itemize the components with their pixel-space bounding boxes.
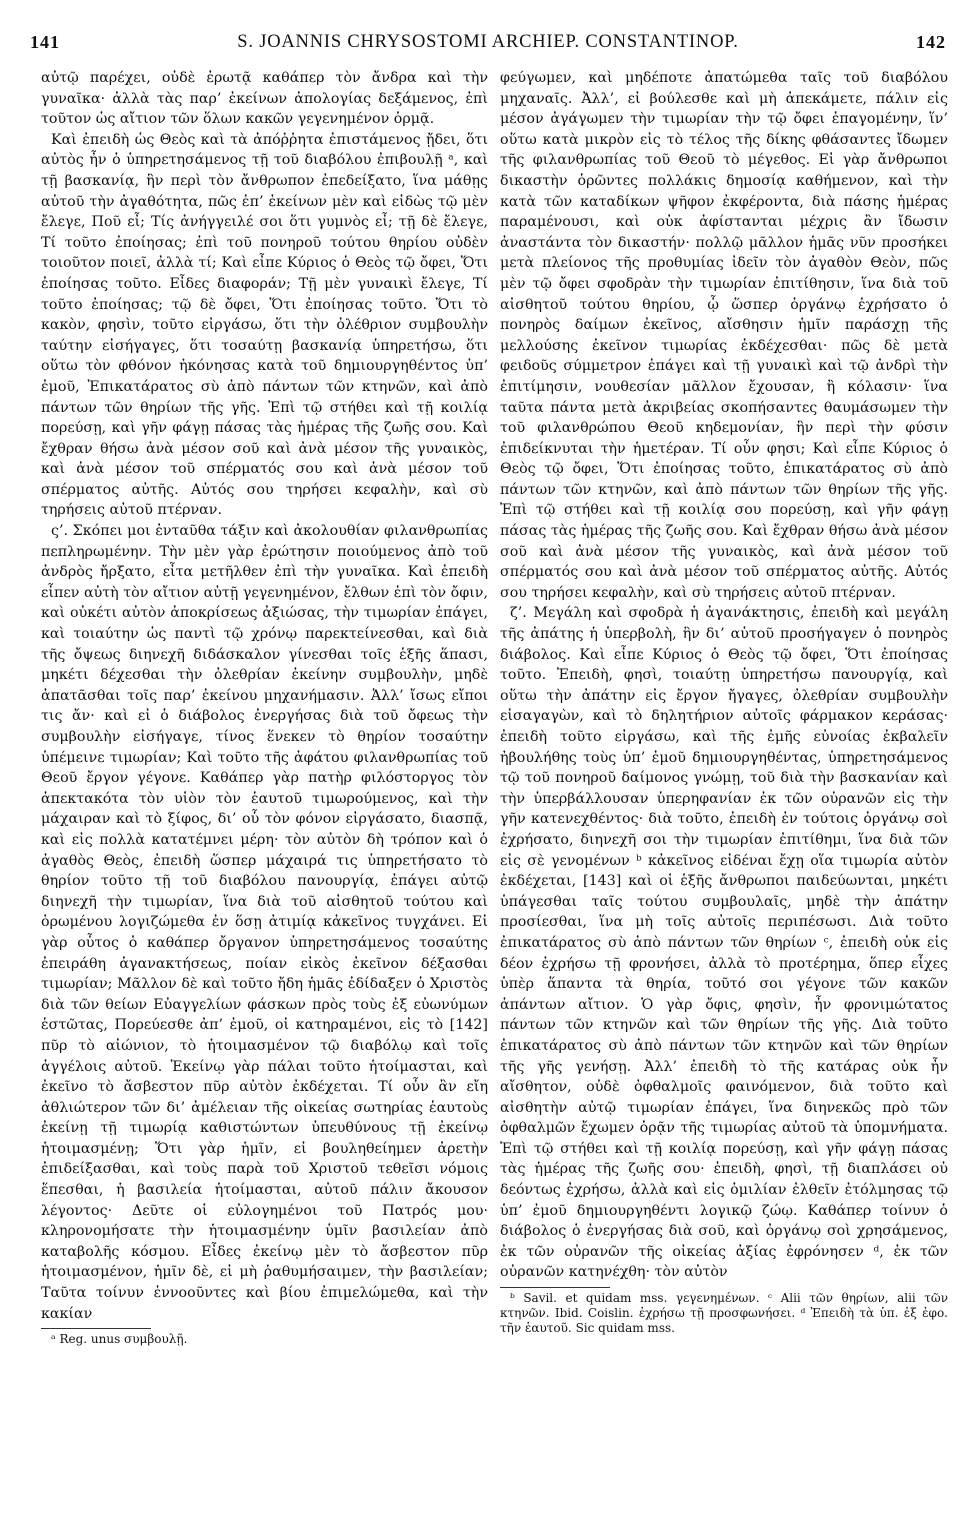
footnote-rule xyxy=(500,1287,610,1288)
footnote-rule xyxy=(41,1328,151,1329)
footnote: ᵇ Savil. et quidam mss. γεγενημένων. ᶜ Alii τῶν θηρίων, alii τῶν κτηνῶν. Ibid. Coislin. ἐχρήσω τῇ προσφωνήσει. ᵈ Ἐπειδὴ τὰ ὑπ. ἐξ ἐφο. τῆν ἑαυτοῦ. Sic quidam mss. xyxy=(500,1291,948,1336)
running-title: S. JOANNIS CHRYSOSTOMI ARCHIEP. CONSTANTINOP. xyxy=(237,32,739,52)
right-column xyxy=(500,68,948,1336)
footnotes-right xyxy=(500,1291,948,1336)
footnote: ᵃ Reg. unus συμβουλῇ. xyxy=(51,1332,188,1347)
paragraph: Καὶ ἐπειδὴ ὡς Θεὸς καὶ τὰ ἀπόῤῥητα ἐπιστάμενος ᾔδει, ὅτι αὐτὸς ἦν ὁ ὑπηρετησάμενος τῇ τοῦ διαβόλου ἐπιβουλῇ ᵃ, καὶ τῇ βασκανίᾳ, ἣν περὶ τὸν ἄνθρωπον ἐπεδείξατο, ἵνα μάθῃς αὐτοῦ τὴν ἀγαθότητα, πῶς ἐπ’ ἐκείνων μὲν καὶ εἰδὼς τῷ μὲν ἔλεγε, Ποῦ εἶ; Τίς ἀνήγγειλέ σοι ὅτι γυμνὸς εἶ; τῇ δὲ ἔλεγε, Τί τοῦτο ἐποίησας; ἐπὶ τοῦ πονηροῦ τούτου θηρίου οὐδὲν τοιοῦτον ποιεῖ, ἀλλὰ τί; Καὶ εἶπε Κύριος ὁ Θεὸς τῷ ὄφει, Ὅτι ἐποίησας τοῦτο. Εἶδες διαφοράν; Τῇ μὲν γυναικὶ ἔλεγε, Τί τοῦτο ἐποίησας; τῷ δὲ ὄφει, Ὅτι ἐποίησας τοῦτο. Ὅτι τὸ κακὸν, φησὶν, τοῦτο εἰργάσω, ὅτι τὴν ὀλέθριον συμβουλὴν ταύτην εἰσήγαγες, ὅτι τοσαύτῃ βασκανίᾳ ὑπηρετήσω, ὅτι οὕτω τὸν φθόνον ἠκόνησας κατὰ τοῦ δημιουργηθέντος ὑπ’ ἐμοῦ, Ἐπικατάρατος σὺ ἀπὸ πάντων τῶν κτηνῶν, καὶ ἀπὸ πάντων τῶν θηρίων τῆς γῆς. Ἐπὶ τῷ στήθει καὶ τῇ κοιλίᾳ πορεύσῃ, καὶ γῆν φάγῃ πάσας τὰς ἡμέρας τῆς ζωῆς σου. Καὶ ἔχθραν θήσω ἀνὰ μέσον σοῦ καὶ ἀνὰ μέσον τῆς γυναικὸς, καὶ ἀνὰ μέσον τοῦ σπέρματός σου καὶ ἀνὰ μέσον τοῦ σπέρματος αὐτῆς. Αὐτός σου τηρήσει κεφαλὴν, καὶ σὺ τηρήσεις αὐτοῦ πτέρναν. xyxy=(41,131,488,519)
page-number-left: 141 xyxy=(30,32,60,52)
paragraph: ζ’. Μεγάλη καὶ σφοδρὰ ἡ ἀγανάκτησις, ἐπειδὴ καὶ μεγάλη τῆς ἀπάτης ἡ ὑπερβολὴ, ἣν δι’ αὐτοῦ προσήγαγεν ὁ πονηρὸς διάβολος. Καὶ εἶπε Κύριος ὁ Θεὸς τῷ ὄφει, Ὅτι ἐποίησας τοῦτο. Ἐπειδὴ, φησὶ, τοιαύτῃ ὑπηρετήσω πανουργίᾳ, καὶ οὕτω τὴν ἀπάτην εἰς ἔργον ἤγαγες, ὀλεθρίαν συμβουλὴν εἰσαγαγὼν, καὶ τὸ δηλητήριον αὐτοῖς φάρμακον κεράσας· ἐπειδὴ τοῦτο εἰργάσω, καὶ τῆς ἐμῆς εὐνοίας ἐκβαλεῖν ἠβουλήθης τοὺς ὑπ’ ἐμοῦ δημιουργηθέντας, ὑπηρετησάμενος τῷ τοῦ πονηροῦ δαίμονος γνώμῃ, τοῦ διὰ τὴν βασκανίαν καὶ τὴν ὑπερβάλλουσαν ὑπερηφανίαν ἐκ τῶν οὐρανῶν εἰς τὴν γῆν κατενεχθέντος· διὰ τοῦτο, ἐπειδὴ ἐν τούτοις ὀργάνῳ σοὶ ἐχρήσατο, διηνεχῆ σοι τὴν τιμωρίαν ἐπιτίθημι, ἵνα διὰ τῶν εἰς σὲ γενομένων ᵇ κἀκεῖνος εἰδέναι ἔχῃ οἵα τιμωρία αὐτὸν ἐκδέχεται, [143] καὶ οἱ ἑξῆς ἄνθρωποι παιδεύωνται, μηκέτι ὑπάγεσθαι ταῖς τούτου συμβουλαῖς, μηδὲ τὴν ἀπάτην προσίεσθαι, ἵνα μὴ τοῖς αὐτοῖς περιπέσωσι. Διὰ τοῦτο ἐπικατάρατος σὺ ἀπὸ πάντων τῶν θηρίων ᶜ, ἐπειδὴ οὐκ εἰς δέον ἐχρήσω τῇ φρονήσει, ἀλλὰ τὸ προτέρημα, ὅπερ εἶχες ὑπὲρ ἅπαντα τὰ θηρία, τοῦτό σοι γέγονε τῶν κακῶν ἁπάντων αἴτιον. Ὁ γὰρ ὄφις, φησὶν, ἦν φρονιμώτατος πάντων τῶν κτηνῶν καὶ τῶν θηρίων τῆς γῆς. Διὰ τοῦτο ἐπικατάρατος σὺ ἀπὸ πάντων τῶν κτηνῶν καὶ τῶν θηρίων τῆς γῆς γενήσῃ. Ἀλλ’ ἐπειδὴ τὸ τῆς κατάρας οὐκ ἦν αἴσθητον, οὐδὲ ὀφθαλμοῖς φαινόμενον, διὰ τοῦτο καὶ αἰσθητὴν αὐτῷ τιμωρίαν ἐπάγει, ἵνα διηνεκῶς πρὸ τῶν ὀφθαλμῶν ἔχωμεν ὁρᾷν τῆς τιμωρίας αὐτοῦ τὰ ὑπομνήματα. Ἐπὶ τῷ στήθει καὶ τῇ κοιλίᾳ πορεύσῃ, καὶ γῆν φάγῃ πάσας τὰς ἡμέρας τῆς ζωῆς σου· ἐπειδὴ, φησὶ, τῇ διαπλάσει οὐ δεόντως ἐχρήσω, ἀλλὰ καὶ εἰς ὁμιλίαν ἐλθεῖν ἐτόλμησας τῷ ὑπ’ ἐμοῦ δημιουργηθέντι λογικῷ ζώῳ. Καθάπερ τοίνυν ὁ διάβολος ὁ ἐνεργήσας διὰ σοῦ, καὶ ὀργάνῳ σοὶ χρησάμενος, ἐκ τῶν οὐρανῶν τῆς οἰκείας ἀξίας ἐφρόνησεν ᵈ, ἐκ τῶν οὐρανῶν κατηνέχθη· τὸν αὐτὸν xyxy=(500,605,948,1281)
paragraph: ς’. Σκόπει μοι ἐνταῦθα τάξιν καὶ ἀκολουθίαν φιλανθρωπίας πεπληρωμένην. Τὴν μὲν γὰρ ἐρώτησιν ποιούμενος ἀπὸ τοῦ ἀνδρὸς ἤρξατο, εἶτα μετῆλθεν ἐπὶ τὴν γυναῖκα. Καὶ ἐπειδὴ εἶπεν αὐτὴ τὸν αἴτιον αὐτῇ γεγενημένον, ἔλθων ἐπὶ τὸν ὄφιν, καὶ οὐκέτι αὐτὸν ἀποκρίσεως ἀξιώσας, τὴν τιμωρίαν ἐπάγει, καὶ τοιαύτην ὡς παντὶ τῷ χρόνῳ παρεκτείνεσθαι, καὶ διὰ τῆς ὄψεως διηνεχῆ διδάσκαλον γίνεσθαι τοῖς ἑξῆς ἅπασι, μηκέτι δέχεσθαι τὴν ὀλεθρίαν ἐκείνην συμβουλὴν, μηδὲ ἀπατᾶσθαι τοῖς παρ’ ἐκείνου μηχανήμασιν. Ἀλλ’ ἴσως εἴποι τις ἄν· καὶ εἰ ὁ διάβολος ἐνεργήσας διὰ τοῦ ὄφεως τὴν συμβουλὴν εἰσήγαγε, τίνος ἕνεκεν τὸ θηρίον τοσαύτην ὑπέμεινε τιμωρίαν; Καὶ τοῦτο τῆς ἀφάτου φιλανθρωπίας τοῦ Θεοῦ ἔργον γέγονε. Καθάπερ γὰρ πατὴρ φιλόστοργος τὸν ἀπεκτακότα τὸν υἱὸν τὸν ἑαυτοῦ τιμωρούμενος, καὶ τὴν μάχαιραν καὶ τὸ ξίφος, δι’ οὗ τὸν φόνον εἰργάσατο, διασπᾷ, καὶ εἰς πολλὰ κατατέμνει μέρη· τὸν αὐτὸν δὴ τρόπον καὶ ὁ ἀγαθὸς Θεὸς, ἐπειδὴ ὥσπερ μάχαιρά τις ὑπηρετήσατο τὸ θηρίον τοῦτο τῇ τοῦ διαβόλου πανουργίᾳ, ἐπάγει αὐτῷ διηνεχῆ τὴν τιμωρίαν, ἵνα διὰ τοῦ αἰσθητοῦ τούτου καὶ ὁρωμένου λογιζώμεθα ἐν ὅσῃ ἀτιμίᾳ κἀκεῖνος τυγχάνει. Εἰ γὰρ οὗτος ὁ καθάπερ ὄργανον ὑπηρετησάμενος τοσαύτης ἐπειράθη ἀγανακτήσεως, ποίαν εἰκὸς ἐκεῖνον δέξασθαι τιμωρίαν; Μᾶλλον δὲ καὶ τοῦτο ἤδη ἡμᾶς ἐδίδαξεν ὁ Χριστὸς διὰ τῶν θείων Εὐαγγελίων φάσκων πρὸς τοὺς ἐξ εὐωνύμων ἑστῶτας, Πορεύεσθε ἀπ’ ἐμοῦ, οἱ κατηραμένοι, εἰς τὸ [142] πῦρ τὸ αἰώνιον, τὸ ἡτοιμασμένον τῷ διαβόλῳ καὶ τοῖς ἀγγέλοις αὐτοῦ. Ἐκείνῳ γὰρ πάλαι τοῦτο ἡτοίμασται, καὶ ἐκεῖνο τὸ ἄσβεστον πῦρ αὐτὸν ἐκδέχεται. Τί οὖν ἂν εἴη ἀθλιώτερον τῶν δι’ ἀμέλειαν τῆς οἰκείας σωτηρίας ἑαυτοὺς ἐκείνῃ τῇ τιμωρίᾳ καθιστώντων ὑπευθύνους τῇ ἐκείνῳ ἡτοιμασμένῃ; Ὅτι γὰρ ἡμῖν, εἰ βουληθείημεν ἀρετὴν ἐπιδείξασθαι, καὶ τοὺς παρὰ τοῦ Χριστοῦ τεθεῖσι νόμοις ἕπεσθαι, ἡ βασιλεία ἡτοίμασται, αὐτοῦ πάλιν ἄκουσον λέγοντος· Δεῦτε οἱ εὐλογημένοι τοῦ Πατρός μου· κληρονομήσατε τὴν ἡτοιμασμένην ὑμῖν βασιλείαν ἀπὸ καταβολῆς κόσμου. Εἶδες ἐκείνῳ μὲν τὸ ἄσβεστον πῦρ ἡτοιμασμένον, ἡμῖν δὲ, εἰ μὴ ῥαθυμήσαιμεν, τὴν βασιλείαν; Ταῦτα τοίνυν ἐννοοῦντες καὶ βίου ἐπιμελώμεθα, καὶ τὴν κακίαν xyxy=(41,523,488,1322)
paragraph: αὐτῷ παρέχει, οὐδὲ ἐρωτᾷ καθάπερ τὸν ἄνδρα καὶ τὴν γυναῖκα· ἀλλὰ τὰς παρ’ ἐκείνων ἀπολογίας δεξάμενος, ἐπὶ τοῦτον ὡς αἴτιον τῶν ὅλων κακῶν γεγενημένον ὁρμᾷ. xyxy=(41,70,488,128)
page-number-right: 142 xyxy=(916,32,946,52)
footnotes-left xyxy=(41,1332,488,1347)
left-column xyxy=(41,68,488,1347)
page-header xyxy=(26,32,950,56)
paragraph: φεύγωμεν, καὶ μηδέποτε ἀπατώμεθα ταῖς τοῦ διαβόλου μηχαναῖς. Ἀλλ’, εἰ βούλεσθε καὶ μὴ ἀπεκάμετε, πάλιν εἰς μέσον ἀγάγωμεν τὴν τιμωρίαν τὴν τῷ ὄφει ἐπαγομένην, ἵν’ οὕτω κατὰ μικρὸν εἰς τὸ τέλος τῆς δίκης φθάσαντες ἴδωμεν τῆς φιλανθρωπίας τοῦ Θεοῦ τὸ μέγεθος. Εἰ γὰρ ἄνθρωποι δικαστὴν ὁρῶντες πολλάκις δημοσίᾳ καθήμενον, καὶ τὴν κατὰ τῶν καταδίκων ψῆφον ἐκφέροντα, διὰ πάσης ἡμέρας παραμένουσι, καὶ οὐκ ἀφίστανται μέχρις ἂν ἴδωσιν ἀναστάντα τὸν δικαστήν· πολλῷ μᾶλλον ἡμᾶς νῦν προσήκει μετὰ πλείονος τῆς προθυμίας ἰδεῖν τὸν ἀγαθὸν Θεὸν, πῶς μὲν τῷ ὄφει σφοδρὰν τὴν τιμωρίαν ἐπιτίθησιν, ἵνα διὰ τοῦ αἰσθητοῦ τούτου θηρίου, ᾧ ὥσπερ ὀργάνῳ ἐχρήσατο ὁ πονηρὸς δαίμων ἐκεῖνος, αἴσθησιν ἡμῖν παράσχῃ τῆς μελλούσης ἐκεῖνον τιμωρίας ἐκδέχεσθαι· πῶς δὲ μετὰ φειδοῦς σύμμετρον ἐπάγει καὶ τῇ γυναικὶ καὶ τῷ ἀνδρὶ τὴν ἐπιτίμησιν, νουθεσίαν μᾶλλον ἔχουσαν, ἢ κόλασιν· ἵνα ταῦτα πάντα μετὰ ἀκριβείας σκοπήσαντες θαυμάσωμεν τὴν τοῦ φιλανθρώπου Θεοῦ κηδεμονίαν, ἣν περὶ τὴν φύσιν ἐπιδείκνυται τὴν ἡμετέραν. Τί οὖν φησι; Καὶ εἶπε Κύριος ὁ Θεὸς τῷ ὄφει, Ὅτι ἐποίησας τοῦτο, ἐπικατάρατος σὺ ἀπὸ πάντων τῶν κτηνῶν, καὶ ἀπὸ πάντων τῶν θηρίων τῆς γῆς. Ἐπὶ τῷ στήθει καὶ τῇ κοιλίᾳ σου πορεύσῃ, καὶ γῆν φάγῃ πάσας τὰς ἡμέρας τῆς ζωῆς σου. Καὶ ἔχθραν θήσω ἀνὰ μέσον σοῦ καὶ ἀνὰ μέσον τῆς γυναικὸς, καὶ ἀνὰ μέσον τοῦ σπέρματός σου καὶ ἀνὰ μέσον τοῦ σπέρματος αὐτῆς. Αὐτός σου τηρήσει κεφαλὴν, καὶ σὺ τηρήσεις αὐτοῦ πτέρναν. xyxy=(500,70,948,601)
